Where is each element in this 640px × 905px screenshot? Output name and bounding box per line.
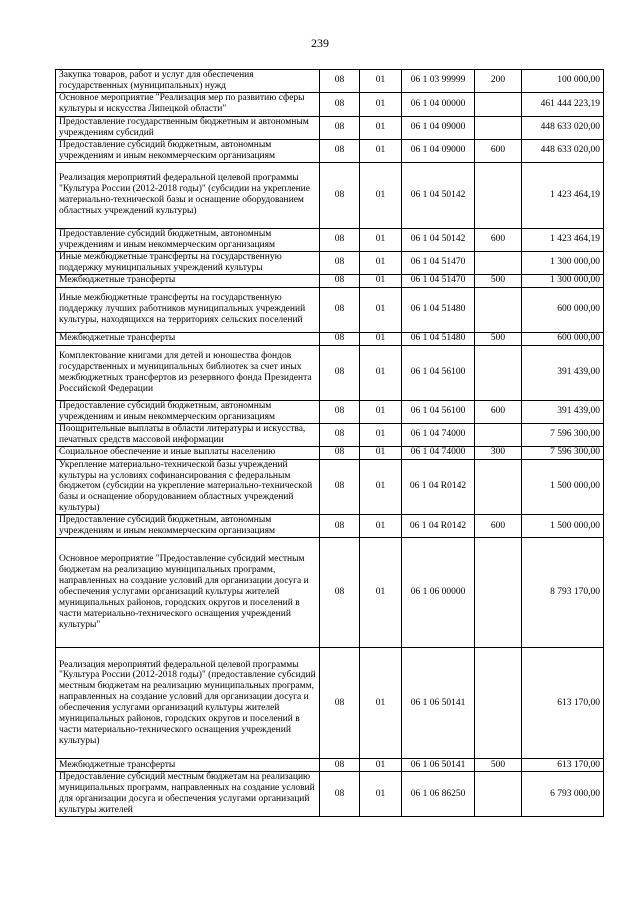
row-subsection: 01 — [360, 345, 402, 400]
row-target-article: 06 1 04 51470 — [402, 251, 475, 274]
budget-table — [55, 69, 604, 817]
table-row — [56, 759, 604, 772]
table-row — [56, 648, 604, 759]
table-row — [56, 459, 604, 515]
row-name: Поощрительные выплаты в области литературы и искусства, печатных средств массовой информации — [56, 423, 320, 446]
row-target-article: 06 1 04 50142 — [402, 162, 475, 228]
row-subsection: 01 — [360, 759, 402, 772]
row-name: Межбюджетные трансферты — [56, 759, 320, 772]
table-row — [56, 139, 604, 162]
row-sum: 1 300 000,00 — [522, 251, 604, 274]
row-subsection: 01 — [360, 139, 402, 162]
row-name: Социальное обеспечение и иные выплаты населению — [56, 446, 320, 459]
row-expense-type: 600 — [475, 228, 522, 251]
row-subsection: 01 — [360, 116, 402, 139]
row-expense-type — [475, 251, 522, 274]
row-subsection: 01 — [360, 538, 402, 648]
row-expense-type: 500 — [475, 332, 522, 345]
row-section: 08 — [320, 772, 360, 817]
row-sum: 461 444 223,19 — [522, 92, 604, 116]
row-target-article: 06 1 06 50141 — [402, 648, 475, 759]
row-target-article: 06 1 06 00000 — [402, 538, 475, 648]
row-subsection: 01 — [360, 70, 402, 93]
budget-table-body — [56, 70, 604, 817]
row-sum: 600 000,00 — [522, 287, 604, 332]
table-row — [56, 423, 604, 446]
row-name: Основное мероприятие "Реализация мер по развитию сферы культуры и искусства Липецкой области" — [56, 92, 320, 116]
row-subsection: 01 — [360, 332, 402, 345]
row-section: 08 — [320, 228, 360, 251]
row-sum: 391 439,00 — [522, 345, 604, 400]
row-sum: 7 596 300,00 — [522, 423, 604, 446]
row-sum: 448 633 020,00 — [522, 116, 604, 139]
row-subsection: 01 — [360, 772, 402, 817]
row-target-article: 06 1 04 09000 — [402, 139, 475, 162]
row-expense-type: 600 — [475, 400, 522, 423]
row-target-article: 06 1 04 56100 — [402, 345, 475, 400]
row-sum: 7 596 300,00 — [522, 446, 604, 459]
row-section: 08 — [320, 251, 360, 274]
row-subsection: 01 — [360, 515, 402, 538]
table-row — [56, 162, 604, 228]
row-expense-type — [475, 116, 522, 139]
row-section: 08 — [320, 345, 360, 400]
row-target-article: 06 1 04 56100 — [402, 400, 475, 423]
row-subsection: 01 — [360, 287, 402, 332]
row-section: 08 — [320, 274, 360, 287]
row-sum: 6 793 000,00 — [522, 772, 604, 817]
row-target-article: 06 1 06 86250 — [402, 772, 475, 817]
row-subsection: 01 — [360, 423, 402, 446]
row-name: Реализация мероприятий федеральной целевой программы "Культура России (2012-2018 годы)" (предоставление субсидий местным бюджетам на реализацию муниципальных программ, направленных на создание условий для организации досуга и обеспечения услугами организаций культуры жителей муниципальных районов, городских округов и поселений в части материально-технического оснащения учреждений культуры) — [56, 648, 320, 759]
table-row — [56, 116, 604, 139]
row-expense-type: 500 — [475, 759, 522, 772]
row-sum: 1 500 000,00 — [522, 459, 604, 515]
row-name: Реализация мероприятий федеральной целевой программы "Культура России (2012-2018 годы)" (субсидии на укрепление материально-технической базы и оснащение оборудованием областных учреждений культуры) — [56, 162, 320, 228]
row-name: Основное мероприятие "Предоставление субсидий местным бюджетам на реализацию муниципальных программ, направленных на создание условий для организации досуга и обеспечения услугами организаций культуры жителей муниципальных районов, городских округов и поселений в части материально-технического оснащения учреждений культуры" — [56, 538, 320, 648]
row-section: 08 — [320, 92, 360, 116]
row-section: 08 — [320, 538, 360, 648]
row-name: Комплектование книгами для детей и юношества фондов государственных и муниципальных библиотек за счет иных межбюджетных трансфертов из резервного фонда Президента Российской Федерации — [56, 345, 320, 400]
table-row — [56, 274, 604, 287]
row-sum: 600 000,00 — [522, 332, 604, 345]
row-expense-type: 600 — [475, 515, 522, 538]
row-section: 08 — [320, 515, 360, 538]
table-row — [56, 228, 604, 251]
row-subsection: 01 — [360, 400, 402, 423]
row-name: Межбюджетные трансферты — [56, 332, 320, 345]
table-row — [56, 287, 604, 332]
row-subsection: 01 — [360, 92, 402, 116]
row-section: 08 — [320, 116, 360, 139]
row-sum: 1 423 464,19 — [522, 162, 604, 228]
row-subsection: 01 — [360, 251, 402, 274]
row-subsection: 01 — [360, 162, 402, 228]
row-expense-type — [475, 423, 522, 446]
row-sum: 1 300 000,00 — [522, 274, 604, 287]
row-subsection: 01 — [360, 446, 402, 459]
page-number: 239 — [311, 36, 329, 50]
row-sum: 448 633 020,00 — [522, 139, 604, 162]
row-expense-type: 200 — [475, 70, 522, 93]
row-section: 08 — [320, 459, 360, 515]
row-section: 08 — [320, 70, 360, 93]
row-expense-type — [475, 459, 522, 515]
row-subsection: 01 — [360, 228, 402, 251]
table-row — [56, 446, 604, 459]
row-section: 08 — [320, 162, 360, 228]
row-name: Предоставление субсидий бюджетным, автономным учреждениям и иным некоммерческим организациям — [56, 515, 320, 538]
row-name: Укрепление материально-технической базы учреждений культуры на условиях софинансирования с федеральным бюджетом (субсидии на укрепление материально-технической базы и оснащение оборудованием областных учреждений культуры) — [56, 459, 320, 515]
row-sum: 613 170,00 — [522, 759, 604, 772]
row-name: Межбюджетные трансферты — [56, 274, 320, 287]
row-name: Иные межбюджетные трансферты на государственную поддержку муниципальных учреждений культуры — [56, 251, 320, 274]
row-expense-type — [475, 92, 522, 116]
row-section: 08 — [320, 759, 360, 772]
row-sum: 391 439,00 — [522, 400, 604, 423]
table-row — [56, 332, 604, 345]
row-name: Иные межбюджетные трансферты на государственную поддержку лучших работников муниципальных учреждений культуры, находящихся на территориях сельских поселений — [56, 287, 320, 332]
row-subsection: 01 — [360, 648, 402, 759]
row-target-article: 06 1 04 74000 — [402, 446, 475, 459]
row-name: Предоставление субсидий местным бюджетам на реализацию муниципальных программ, направленных на создание условий для организации досуга и обеспечения услугами организаций культуры жителей — [56, 772, 320, 817]
row-expense-type: 600 — [475, 139, 522, 162]
row-target-article: 06 1 04 51470 — [402, 274, 475, 287]
row-section: 08 — [320, 648, 360, 759]
row-expense-type: 300 — [475, 446, 522, 459]
row-section: 08 — [320, 423, 360, 446]
row-name: Закупка товаров, работ и услуг для обеспечения государственных (муниципальных) нужд — [56, 70, 320, 93]
table-row — [56, 772, 604, 817]
row-name: Предоставление государственным бюджетным и автономным учреждениям субсидий — [56, 116, 320, 139]
row-section: 08 — [320, 332, 360, 345]
row-subsection: 01 — [360, 459, 402, 515]
row-expense-type — [475, 772, 522, 817]
table-row — [56, 345, 604, 400]
table-row — [56, 92, 604, 116]
row-sum: 8 793 170,00 — [522, 538, 604, 648]
table-row — [56, 538, 604, 648]
table-row — [56, 251, 604, 274]
row-target-article: 06 1 04 51480 — [402, 287, 475, 332]
row-sum: 1 423 464,19 — [522, 228, 604, 251]
row-target-article: 06 1 04 50142 — [402, 228, 475, 251]
row-expense-type — [475, 538, 522, 648]
row-expense-type — [475, 648, 522, 759]
row-target-article: 06 1 06 50141 — [402, 759, 475, 772]
row-section: 08 — [320, 446, 360, 459]
row-expense-type — [475, 345, 522, 400]
row-target-article: 06 1 03 99999 — [402, 70, 475, 93]
row-section: 08 — [320, 287, 360, 332]
row-target-article: 06 1 04 51480 — [402, 332, 475, 345]
row-subsection: 01 — [360, 274, 402, 287]
row-target-article: 06 1 04 09000 — [402, 116, 475, 139]
table-row — [56, 515, 604, 538]
row-target-article: 06 1 04 00000 — [402, 92, 475, 116]
table-row — [56, 400, 604, 423]
row-target-article: 06 1 04 74000 — [402, 423, 475, 446]
row-name: Предоставление субсидий бюджетным, автономным учреждениям и иным некоммерческим организациям — [56, 228, 320, 251]
row-sum: 1 500 000,00 — [522, 515, 604, 538]
row-target-article: 06 1 04 R0142 — [402, 515, 475, 538]
row-expense-type — [475, 287, 522, 332]
row-name: Предоставление субсидий бюджетным, автономным учреждениям и иным некоммерческим организациям — [56, 400, 320, 423]
row-target-article: 06 1 04 R0142 — [402, 459, 475, 515]
row-section: 08 — [320, 139, 360, 162]
row-sum: 100 000,00 — [522, 70, 604, 93]
row-name: Предоставление субсидий бюджетным, автономным учреждениям и иным некоммерческим организациям — [56, 139, 320, 162]
row-expense-type — [475, 162, 522, 228]
row-expense-type: 500 — [475, 274, 522, 287]
row-sum: 613 170,00 — [522, 648, 604, 759]
row-section: 08 — [320, 400, 360, 423]
table-row — [56, 70, 604, 93]
